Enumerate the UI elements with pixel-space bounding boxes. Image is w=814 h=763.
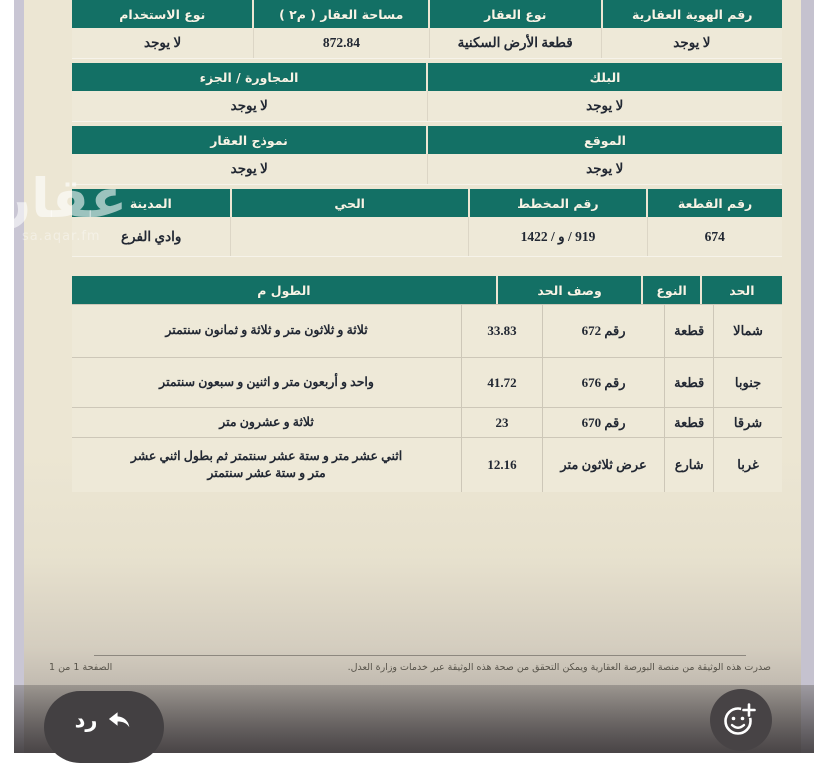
city-header: المدينة: [72, 189, 230, 217]
boundary-length-header: الطول م: [72, 276, 496, 304]
deed-tables: [72, 0, 782, 492]
boundary-row-east: [72, 407, 782, 437]
section2-header-row: [72, 63, 782, 91]
section1-header-row: [72, 0, 782, 28]
footer-divider: [94, 655, 746, 656]
north-side: شمالا: [733, 323, 763, 338]
property-area-value: 872.84: [254, 28, 429, 58]
property-type-value: قطعة الأرض السكنية: [430, 28, 602, 58]
section2-value-row: [72, 91, 782, 121]
boundary-desc-header: وصف الحد: [498, 276, 642, 304]
east-type: قطعة: [665, 408, 714, 437]
north-type: قطعة: [665, 305, 714, 357]
south-type: قطعة: [665, 358, 714, 407]
property-type-header: نوع العقار: [430, 0, 601, 28]
section-location: [72, 126, 782, 185]
east-length-words: ثلاثة و عشرون متر: [72, 408, 462, 437]
boundary-type-header: النوع: [643, 276, 699, 304]
section4-value-row: [72, 217, 782, 256]
plot-number-value: 674: [704, 228, 725, 244]
west-side: غربا: [737, 457, 759, 472]
watermark-subtext: sa.aqar.fm: [22, 229, 101, 244]
block-header: البلك: [428, 63, 782, 91]
west-desc: عرض ثلاثون متر: [543, 438, 666, 492]
section3-header-row: [72, 126, 782, 154]
usage-type-header: نوع الاستخدام: [72, 0, 252, 28]
document-footer: [24, 655, 801, 673]
section1-value-row: [72, 28, 782, 58]
page-indicator: الصفحة 1 من 1: [49, 662, 113, 673]
boundary-side-header: الحد: [702, 276, 782, 304]
section-plot: [72, 189, 782, 257]
property-id-value: لا يوجد: [673, 35, 711, 50]
deed-document: [24, 0, 801, 753]
boundary-row-north: [72, 304, 782, 357]
property-area-header: مساحة العقار ( م٢ ): [254, 0, 428, 28]
section-block: [72, 63, 782, 122]
usage-type-value: لا يوجد: [72, 28, 254, 58]
south-desc: رقم 676: [543, 358, 666, 407]
boundaries-header-row: [72, 276, 782, 304]
photo-edge-left: [14, 0, 24, 753]
east-side: شرقا: [733, 414, 763, 430]
section4-header-row: [72, 189, 782, 217]
east-length: 23: [462, 408, 543, 437]
property-id-header: رقم الهوية العقارية: [603, 0, 782, 28]
add-reaction-icon: [721, 700, 761, 740]
footer-note: صدرت هذه الوثيقة من منصة البورصة العقارية ويمكن التحقق من صحة هذه الوثيقة عبر خدمات وزارة العدل.: [347, 662, 771, 673]
south-length-words: واحد و أربعون متر و اثنين و سبعون سنتمتر: [72, 358, 462, 407]
adjacency-part-value: لا يوجد: [72, 91, 428, 121]
north-desc: رقم 672: [543, 305, 666, 357]
adjacency-part-header: المجاورة / الجزء: [72, 63, 426, 91]
plan-number-header: رقم المخطط: [470, 189, 647, 217]
block-value: لا يوجد: [586, 98, 624, 113]
reply-button[interactable]: [44, 691, 164, 763]
south-side: جنوبا: [734, 374, 762, 390]
district-header: الحي: [232, 189, 468, 217]
city-value: وادي الفرع: [72, 217, 231, 256]
reply-label: رد: [74, 708, 98, 732]
location-header: الموقع: [428, 126, 782, 154]
add-reaction-button[interactable]: [710, 689, 772, 751]
west-length: 12.16: [462, 438, 543, 492]
section-property-identity: [72, 0, 782, 59]
reply-arrow-icon: [106, 708, 133, 732]
plan-number-value: 919 / و / 1422: [469, 217, 647, 256]
media-viewer-bar: [14, 685, 814, 753]
section3-value-row: [72, 154, 782, 184]
boundary-row-west: [72, 437, 782, 492]
boundary-row-south: [72, 357, 782, 407]
photo-edge-right: [801, 0, 814, 753]
west-length-words: اثني عشر متر و ستة عشر سنتمتر ثم بطول اثني عشر متر و ستة عشر سنتمتر: [72, 438, 462, 492]
location-value: لا يوجد: [586, 161, 624, 176]
district-value: [231, 217, 469, 256]
south-length: 41.72: [462, 358, 543, 407]
east-desc: رقم 670: [543, 408, 666, 437]
boundaries-table: [72, 276, 782, 492]
north-length-words: ثلاثة و ثلاثون متر و ثلاثة و ثمانون سنتمتر: [72, 305, 462, 357]
plot-number-header: رقم القطعة: [648, 189, 782, 217]
watermark-text: عقار: [0, 167, 128, 230]
property-model-value: لا يوجد: [72, 154, 428, 184]
north-length: 33.83: [462, 305, 543, 357]
west-type: شارع: [665, 438, 714, 492]
property-model-header: نموذج العقار: [72, 126, 426, 154]
